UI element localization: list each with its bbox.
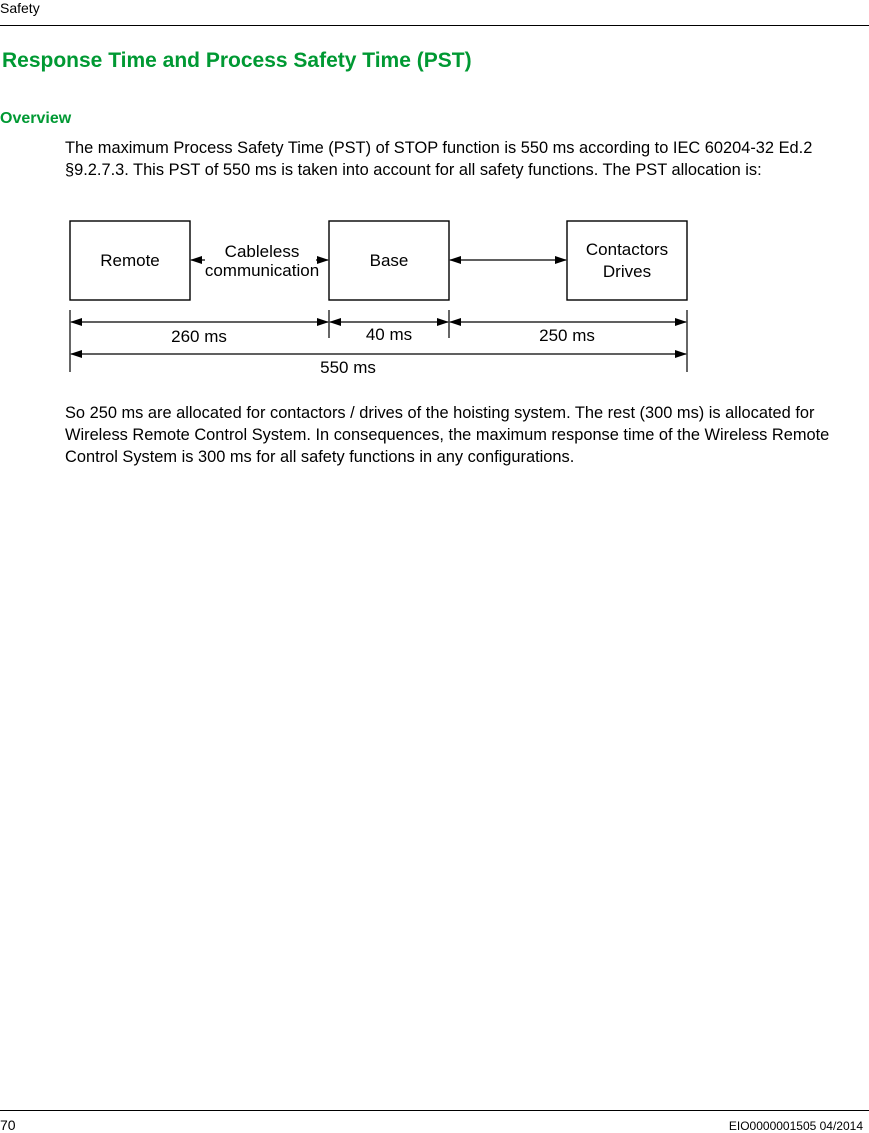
cableless-label: Cableless xyxy=(224,242,300,261)
conclusion-paragraph: So 250 ms are allocated for contactors / drives of the hoisting system. The rest (300 ms) is allocated for Wireless Remote Control System. In consequences, the maximum response time of the Wireless Remote Control System is 300 ms for all safety functions in any configurations. xyxy=(65,404,830,466)
total-duration-label: 550 ms xyxy=(320,358,376,377)
page-title: Response Time and Process Safety Time (PST) xyxy=(2,49,472,72)
base-duration-label: 40 ms xyxy=(365,325,413,344)
document-reference: EIO0000001505 04/2014 xyxy=(728,1119,863,1133)
base-block-label: Base xyxy=(369,251,409,270)
contactors-drives-block xyxy=(567,221,687,300)
drives-label: Drives xyxy=(602,262,652,281)
remote-duration-label: 260 ms xyxy=(171,327,227,346)
footer-rule xyxy=(0,1110,869,1111)
communication-label: communication xyxy=(204,261,320,280)
pst-allocation-diagram xyxy=(62,214,694,378)
contactors-duration-label: 250 ms xyxy=(539,326,595,345)
section-heading-overview: Overview xyxy=(0,110,72,127)
page-number: 70 xyxy=(0,1117,16,1133)
header-rule xyxy=(0,25,869,26)
contactors-label: Contactors xyxy=(585,240,669,259)
intro-paragraph: The maximum Process Safety Time (PST) of STOP function is 550 ms according to IEC 60204-32 Ed.2 §9.2.7.3. This PST of 550 ms is taken into account for all safety functions. The PST allocation is: xyxy=(65,139,813,179)
remote-block-label: Remote xyxy=(100,251,160,270)
running-header: Safety xyxy=(0,0,40,16)
